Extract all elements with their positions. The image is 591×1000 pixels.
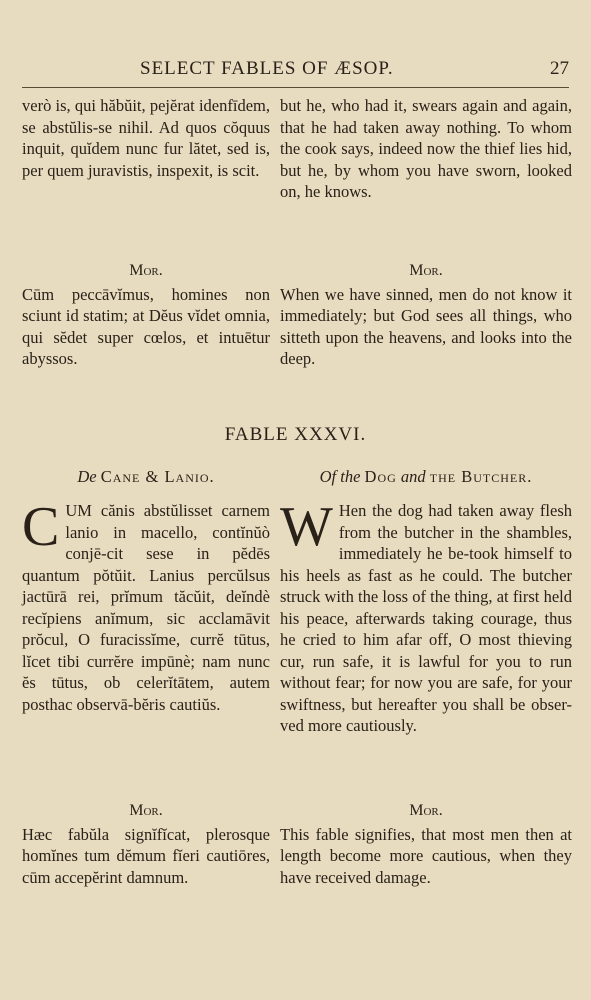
moral-heading: Mor. (409, 802, 443, 819)
moral-heading: Mor. (129, 802, 163, 819)
moral-text: This fable signifies, that most men then at length become more cautious, when they have received damage. (280, 824, 572, 887)
subtitle-rest: the Butcher. (429, 467, 533, 486)
drop-cap: C (22, 496, 60, 558)
moral-text: When we have sinned, men do not know it immediately; but God sees all things, who sitteth upon the heavens, and looks into the deep. (280, 284, 572, 368)
english-fable-36 (280, 496, 572, 737)
moral-heading: Mor. (409, 262, 443, 279)
latin-fable-36 (22, 496, 270, 715)
fable-title: FABLE XXXVI. (224, 424, 367, 445)
fable-text: UM cănis abstŭlisset carnem lanio in macello, contĭnŭò conjē-cit sese in pĕdēs quantum pŏtŭit. Lanius percŭlsus jactūrā rei, prĭmum tăcŭit, deĭndè recĭpiens anĭmum, sic acclamāvit prŏcul, O furacissĭme, currĕ tūtus, lĭcet tibi currĕre impūnè; nam nunc ĕs tūtus, ob celerĭtātem, autem posthac observā-bĕris cautiŭs. (22, 501, 270, 714)
subtitle-prefix: Of the (319, 467, 361, 486)
drop-cap: W (280, 496, 333, 558)
english-fable-35-ending: but he, who had it, swears again and again, that he had taken away nothing. To whom the cook says, indeed now the thief lies hid, but he, by whom you have sworn, looked on, he knows. (280, 96, 572, 201)
subtitle-rest: Cane & Lanio. (100, 467, 215, 486)
subtitle-prefix: De (77, 467, 97, 486)
subtitle-and: and (400, 467, 426, 486)
english-fable-subtitle (280, 466, 572, 488)
english-moral-35 (280, 260, 572, 370)
latin-moral-35 (22, 260, 270, 370)
english-moral-36 (280, 800, 572, 888)
page-header (0, 58, 591, 88)
page-number: 27 (550, 58, 569, 79)
latin-fable-35-ending: verò is, qui hăbŭit, pejĕrat idenfīdem, se abstŭlis-se nihil. Ad quos cŏquus inquit, quĭdem nunc fur lătet, sed is, per quem juravistis, inspexit, is scit. (22, 96, 270, 180)
moral-heading: Mor. (129, 262, 163, 279)
running-head: SELECT FABLES OF ÆSOP. (140, 58, 394, 79)
header-rule (22, 87, 569, 88)
latin-fable-subtitle (22, 466, 270, 488)
moral-text: Hæc fabŭla signĭfĭcat, plerosque homĭnes tum dĕmum fĭeri cautiōres, cūm accepĕrint damnum. (22, 824, 270, 887)
moral-text: Cūm peccāvĭmus, homines non sciunt id statim; at Dĕus vĭdet omnia, qui sĕdet super cœlos, et intuētur abyssos. (22, 284, 270, 368)
subtitle-dog: Dog (364, 467, 397, 486)
latin-moral-36 (22, 800, 270, 888)
fable-text: Hen the dog had taken away flesh from the butcher in the shambles, immediately he be-took himself to his heels as fast as he could. The butcher struck with the loss of the thing, at first held his peace, afterwards taking courage, thus he cried to him afar off, O most thieving cur, run safe, it is lawful for you to run without fear; for now you are safe, for your swiftness, but hereafter you shall be obser-ved more cautiously. (280, 501, 572, 735)
